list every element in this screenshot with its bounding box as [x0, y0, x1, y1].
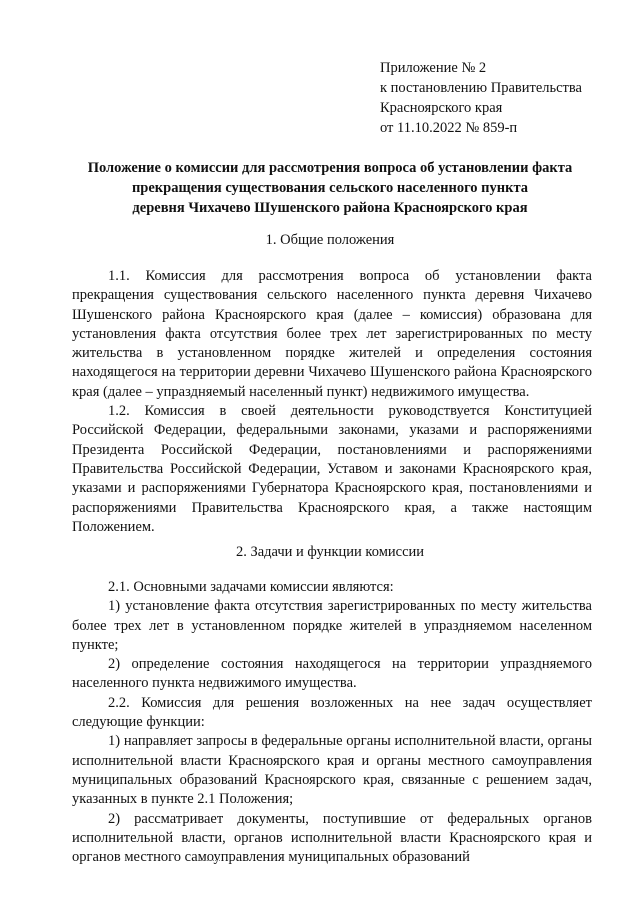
title-line-2: прекращения существования сельского населенного пункта: [131, 180, 529, 196]
paragraph-1-2: 1.2. Комиссия в своей деятельности руководствуется Конституцией Российской Федерации, федеральными законами, указами и распоряжениями Президента Российской Федерации, постановлениями и распоряжениями Правительства Российской Федерации, Уставом и законами Красноярского края, указами и распоряжениями Губернатора Красноярского края, постановлениями и распоряжениями Правительства Красноярского края, а также настоящим Положением.: [72, 403, 592, 535]
footer-divider: [200, 860, 220, 862]
title-line-3: деревня Чихачево Шушенского района Красноярского края: [132, 200, 528, 216]
section-1-body: [72, 267, 592, 537]
paragraph-2-1-item-2: 2) определение состояния находящегося на территории упраздняемого населенного пункта недвижимого имущества.: [72, 656, 592, 692]
section-2-heading: 2. Задачи и функции комиссии: [235, 544, 425, 560]
annex-line-4: от 11.10.2022 № 859-п: [380, 120, 518, 136]
annex-line-2: к постановлению Правительства: [380, 80, 582, 96]
annex-line-1: Приложение № 2: [380, 60, 487, 76]
paragraph-2-2-item-1: 1) направляет запросы в федеральные органы исполнительной власти, органы исполнительной власти Красноярского края и органы местного самоуправления муниципальных образований Красноярского края, связанные с решением задач, указанных в пункте 2.1 Положения;: [72, 733, 592, 808]
section-2-body: [72, 578, 592, 867]
paragraph-2-2-item-2: 2) рассматривает документы, поступившие от федеральных органов исполнительной власти, органов исполнительной власти Красноярского края и органов местного самоуправления муниципальных образований: [72, 810, 592, 866]
annex-line-3: Красноярского края: [380, 100, 503, 116]
section-1-heading: 1. Общие положения: [265, 232, 395, 248]
document-title: [60, 158, 600, 218]
title-line-1: Положение о комиссии для рассмотрения вопроса об установлении факта: [87, 160, 573, 176]
paragraph-2-2: 2.2. Комиссия для решения возложенных на нее задач осуществляет следующие функции:: [72, 694, 592, 731]
annex-block: [380, 58, 582, 138]
paragraph-1-1: 1.1. Комиссия для рассмотрения вопроса об установлении факта прекращения существования сельского населенного пункта деревня Чихачево Шушенского района Красноярского края (далее – комиссия) образована для установления факта отсутствия более трех лет зарегистрированных по месту жительства в установленном порядке жителей и определения состояния находящегося на территории деревни Чихачево Шушенского района Красноярского края (далее – упраздняемый населенный пункт) недвижимого имущества.: [72, 268, 592, 400]
paragraph-2-1-item-1: 1) установление факта отсутствия зарегистрированных по месту жительства более трех лет в установленном порядке жителей в упраздняемом населенном пункте;: [72, 598, 592, 653]
paragraph-2-1: 2.1. Основными задачами комиссии являются:: [108, 579, 394, 595]
